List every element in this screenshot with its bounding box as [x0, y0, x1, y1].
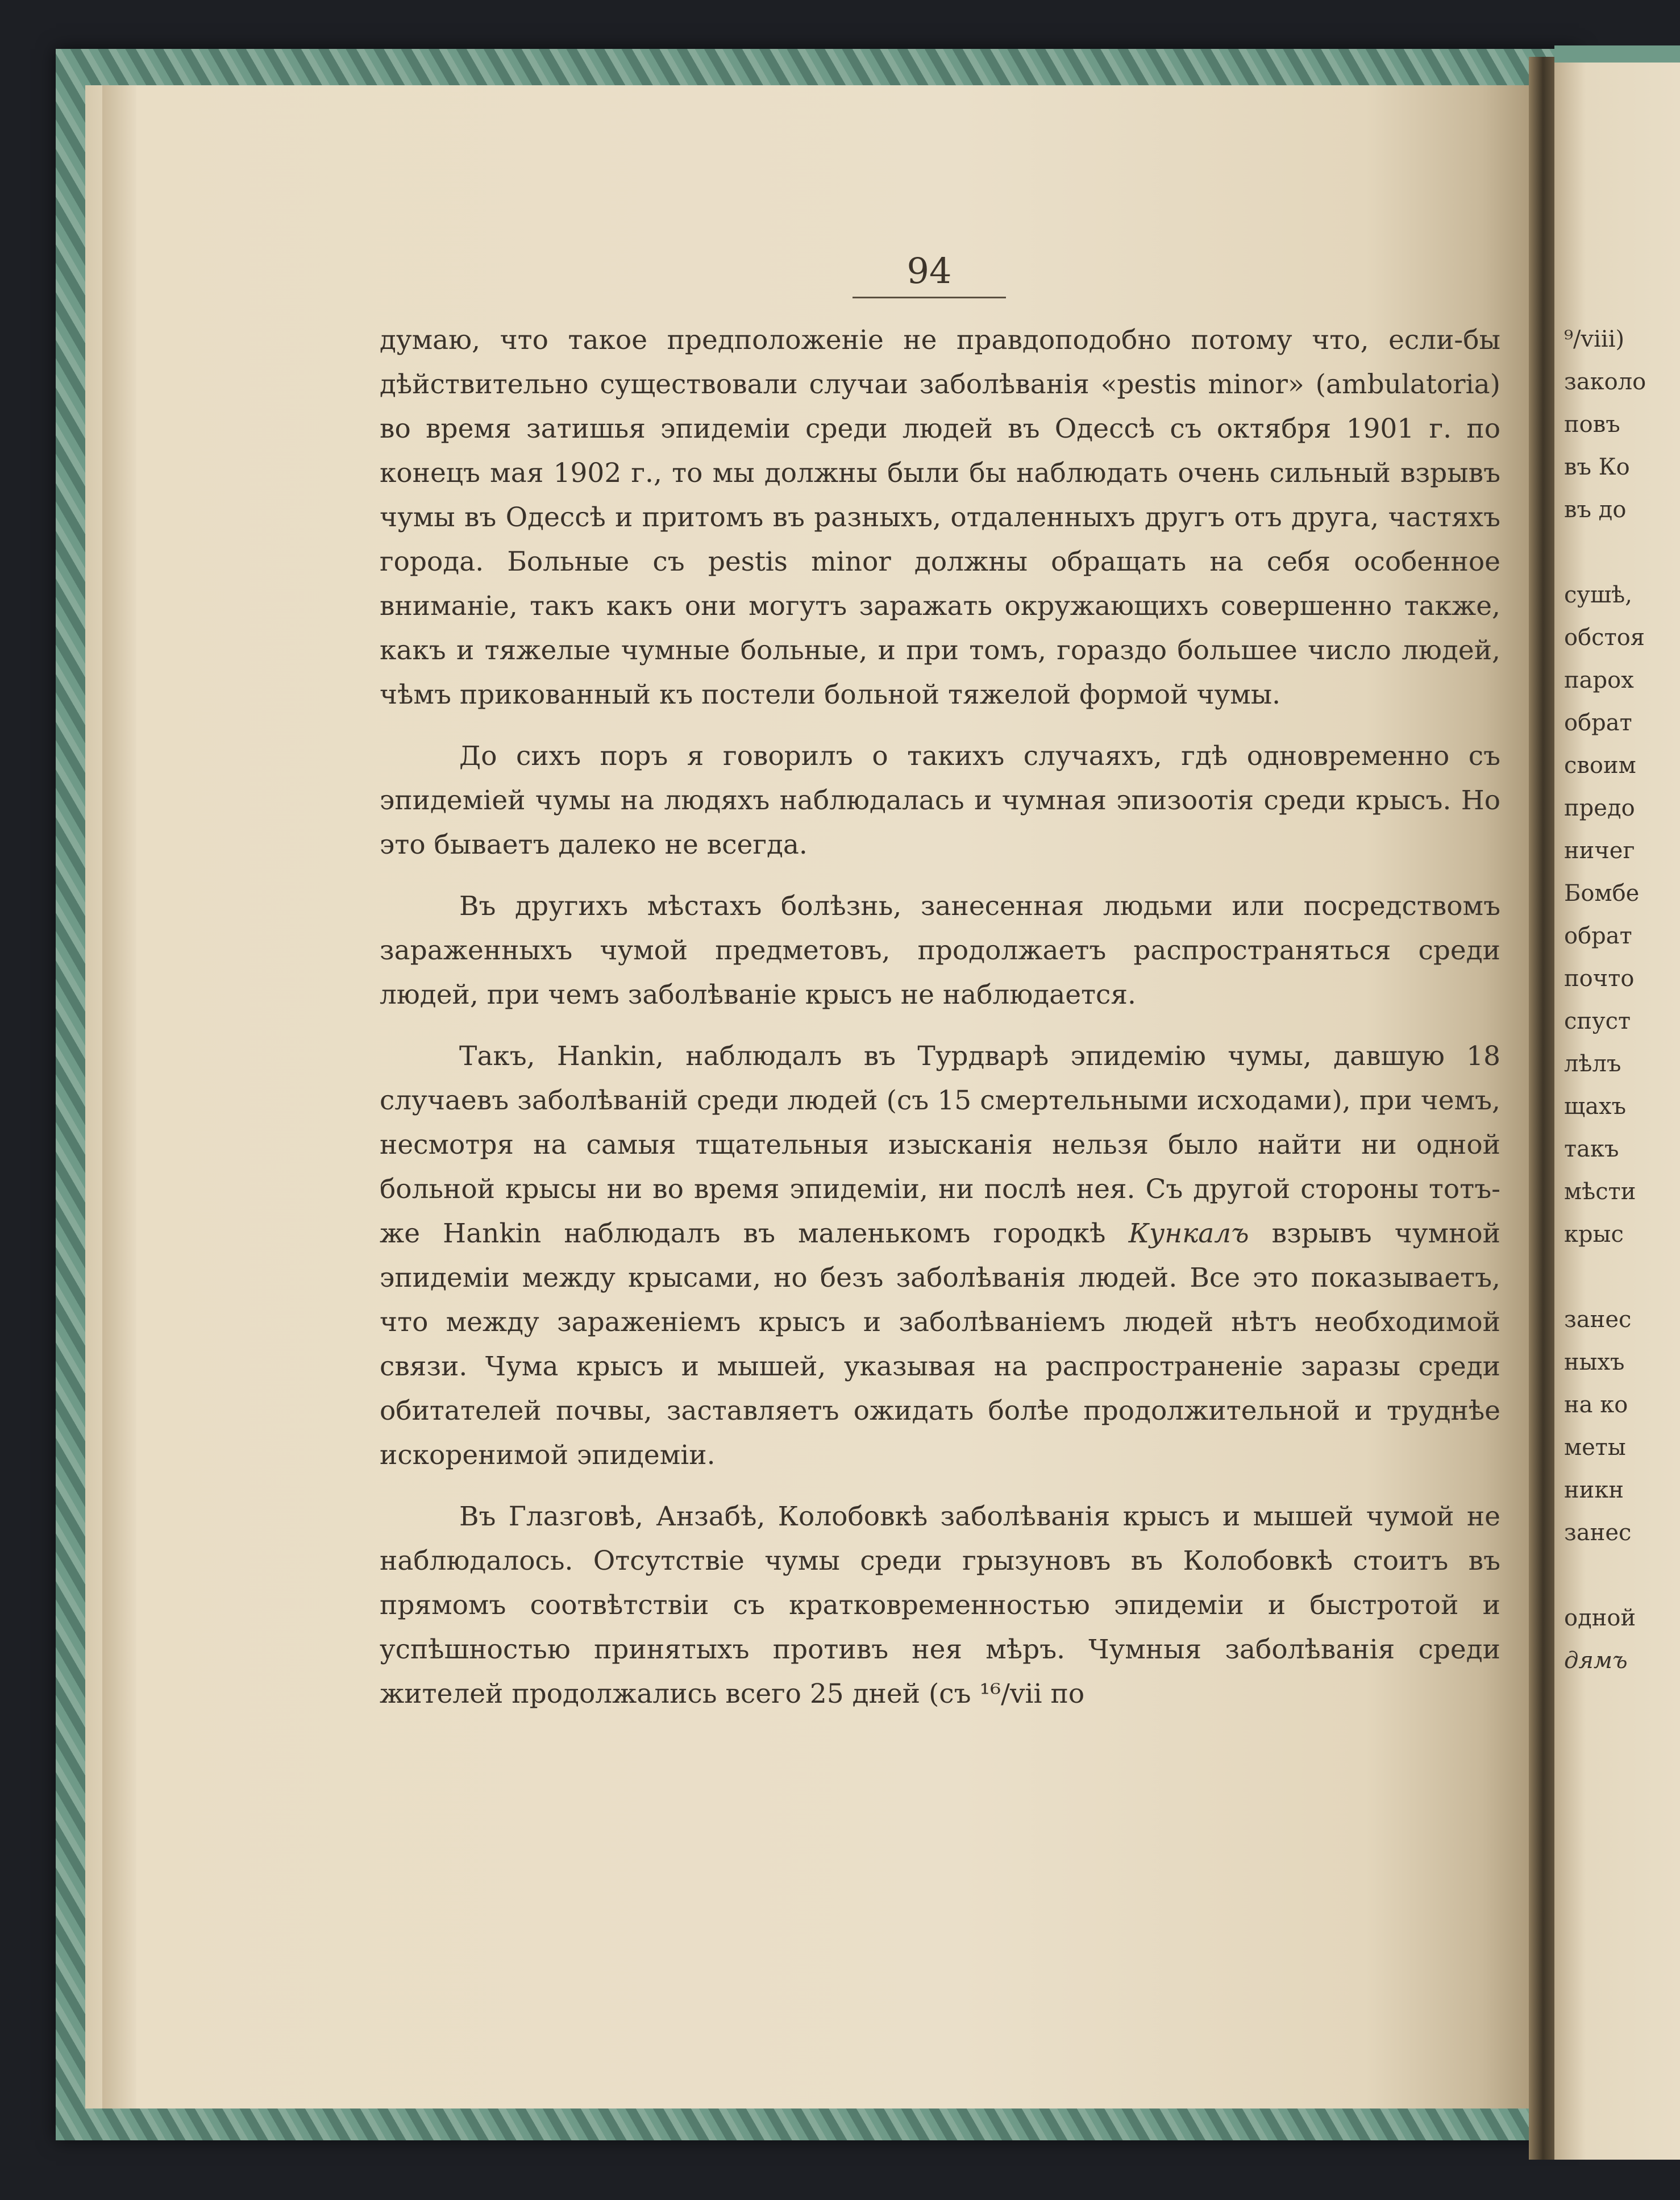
paragraph — [380, 1034, 1500, 1478]
right-line — [1564, 1554, 1678, 1597]
paragraph: Въ Глазговѣ, Анзабѣ, Колобовкѣ заболѣванія крысъ и мышей чумой не наблюдалось. Отсутствіе чумы среди грызуновъ въ Колобовкѣ стоитъ въ прямомъ соотвѣтствіи съ кратковременностью эпидеміи и быстротой и успѣшностью принятыхъ противъ нея мѣръ. Чумныя заболѣванія среди жителей продолжались всего 25 дней (съ ¹⁶/vii по — [380, 1501, 1500, 1710]
right-line: заколо — [1564, 369, 1646, 395]
right-line: своим — [1564, 752, 1636, 779]
right-line: повъ — [1564, 411, 1620, 438]
main-text — [380, 318, 1500, 1733]
page-number-rule — [853, 297, 1006, 298]
right-line: парох — [1564, 667, 1634, 693]
right-page-text — [1564, 318, 1678, 1682]
right-line: ныхъ — [1564, 1349, 1625, 1375]
right-line: крыс — [1564, 1221, 1624, 1247]
right-line: обрат — [1564, 923, 1632, 949]
book-gutter — [1529, 57, 1557, 2160]
right-line: занес — [1564, 1307, 1632, 1333]
paragraph: Въ другихъ мѣстахъ болѣзнь, занесенная людьми или посредствомъ зараженныхъ чумой предметовъ, продолжаетъ распространяться среди людей, при чемъ заболѣваніе крысъ не наблюдается. — [380, 891, 1500, 1010]
right-line: такъ — [1564, 1136, 1619, 1162]
page-edge — [102, 85, 136, 2108]
right-line: ничег — [1564, 838, 1635, 864]
right-line: почто — [1564, 966, 1635, 992]
paragraph: думаю, что такое предположеніе не правдоподобно потому что, если-бы дѣйствительно существовали случаи заболѣванія «pestis minor» (ambulatoria) во время затишья эпидеміи среди людей въ Одессѣ съ октября 1901 г. по конецъ мая 1902 г., то мы должны были бы наблюдать очень сильный взрывъ чумы въ Одессѣ и притомъ въ разныхъ, отдаленныхъ другъ отъ друга, частяхъ города. Больные съ pestis minor должны обращать на себя особенное вниманіе, такъ какъ они могутъ заражать окружающихъ совершенно также, какъ и тяжелые чумные больные, и при томъ, гораздо большее число людей, чѣмъ прикованный къ постели больной тяжелой формой чумы. — [380, 325, 1500, 710]
italic-place-name: Кункалъ — [1128, 1218, 1249, 1249]
right-line: меты — [1564, 1434, 1626, 1461]
right-line: обстоя — [1564, 625, 1645, 651]
right-line: лѣлъ — [1564, 1051, 1621, 1077]
right-line: никн — [1564, 1477, 1624, 1503]
right-line: мѣсти — [1564, 1179, 1636, 1205]
right-line — [1564, 1256, 1678, 1299]
right-line: предо — [1564, 795, 1635, 821]
right-line: обрат — [1564, 710, 1632, 736]
right-line: спуст — [1564, 1008, 1631, 1034]
right-line — [1564, 531, 1678, 574]
page-number: 94 — [906, 250, 952, 292]
right-line: Бомбе — [1564, 880, 1640, 906]
right-line: на ко — [1564, 1392, 1628, 1418]
paragraph-part: взрывъ чумной эпидеміи между крысами, но безъ заболѣванія людей. Все это показываетъ, что между зараженіемъ крысъ и заболѣваніемъ людей нѣтъ необходимой связи. Чума крысъ и мышей, указывая на распространеніе заразы среди обитателей почвы, заставляетъ ожидать болѣе продолжительной и труднѣе искоренимой эпидеміи. — [380, 1218, 1500, 1471]
right-line: одной — [1564, 1605, 1636, 1631]
paragraph: До сихъ поръ я говорилъ о такихъ случаяхъ, гдѣ одновременно съ эпидеміей чумы на людяхъ наблюдалась и чумная эпизоотія среди крысъ. Но это бываетъ далеко не всегда. — [380, 741, 1500, 860]
right-line: дямъ — [1564, 1648, 1628, 1674]
right-line: ⁹/viii) — [1564, 326, 1625, 352]
right-line: занес — [1564, 1520, 1632, 1546]
right-line: въ до — [1564, 497, 1627, 523]
right-line: щахъ — [1564, 1093, 1627, 1120]
right-line: сушѣ, — [1564, 582, 1632, 608]
right-line: въ Ко — [1564, 454, 1630, 480]
paragraph-part: Такъ, Hankin, наблюдалъ въ Турдварѣ эпидемію чумы, давшую 18 случаевъ заболѣваній среди людей (съ 15 смертельными исходами), при чемъ, несмотря на самыя тщательныя изысканія нельзя было найти ни одной больной крысы ни во время эпидеміи, ни послѣ нея. Съ другой стороны тотъ-же Hankin наблюдалъ въ маленькомъ городкѣ — [380, 1041, 1500, 1249]
